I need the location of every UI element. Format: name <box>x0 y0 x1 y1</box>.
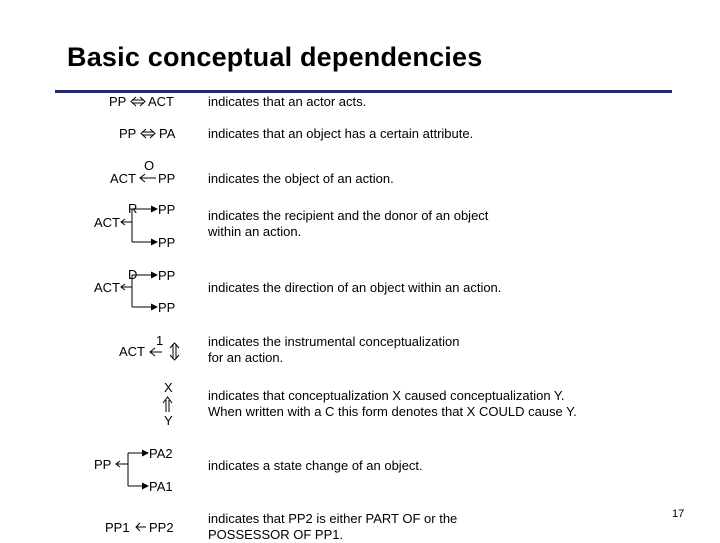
row-9-diagram <box>105 520 174 535</box>
left-arrow-icon <box>136 523 146 531</box>
row-3-diagram <box>110 158 175 186</box>
row-8-diagram <box>94 446 173 494</box>
causal-arrow-icon <box>163 397 172 412</box>
row-2-diagram <box>119 126 176 141</box>
double-arrow-icon <box>131 97 145 106</box>
row-1-left-symbol: PP <box>109 94 127 109</box>
description-line: When written with a C this form denotes that X COULD cause Y. <box>208 404 577 419</box>
description-line: indicates that conceptualization X caused conceptualization Y. <box>208 388 565 403</box>
row-2-description <box>208 126 473 142</box>
row-6-diagram <box>119 333 179 360</box>
row-5-top-symbol: PP <box>158 268 176 283</box>
row-6-left-symbol: ACT <box>119 344 145 359</box>
row-4-top-symbol: PP <box>158 202 176 217</box>
row-9-description <box>208 511 457 543</box>
row-5-diagram <box>94 267 175 315</box>
row-3-description <box>208 171 394 187</box>
row-5-description <box>208 280 501 296</box>
row-6-description <box>208 334 459 366</box>
description-line: indicates the recipient and the donor of an object <box>208 208 489 223</box>
row-9-right-symbol: PP2 <box>149 520 174 535</box>
row-7-bottom-symbol: Y <box>164 413 173 428</box>
slide-title: Basic conceptual dependencies <box>67 42 483 72</box>
row-2-left-symbol: PP <box>119 126 137 141</box>
row-4-description <box>208 208 488 240</box>
row-8-top-symbol: PA2 <box>149 446 173 461</box>
row-4-label: R <box>128 201 138 216</box>
description-line: indicates that an actor acts. <box>208 94 367 109</box>
row-6-label: 1 <box>156 333 164 348</box>
row-5-label: D <box>128 267 138 282</box>
description-line: within an action. <box>208 224 302 239</box>
description-line: indicates the instrumental conceptualization <box>208 334 460 349</box>
row-1-description <box>208 94 366 110</box>
row-8-bottom-symbol: PA1 <box>149 479 173 494</box>
description-line: indicates that PP2 is either PART OF or the <box>208 511 458 526</box>
row-4-bottom-symbol: PP <box>158 235 176 250</box>
row-8-left-symbol: PP <box>94 457 112 472</box>
row-9-left-symbol: PP1 <box>105 520 130 535</box>
row-4-left-symbol: ACT <box>94 215 120 230</box>
slide-number: 17 <box>672 508 685 520</box>
description-line: POSSESSOR OF PP1. <box>208 527 344 542</box>
row-1-right-symbol: ACT <box>148 94 174 109</box>
row-5-left-symbol: ACT <box>94 280 120 295</box>
row-7-top-symbol: X <box>164 380 173 395</box>
row-3-right-symbol: PP <box>158 171 176 186</box>
description-line: indicates the direction of an object within an action. <box>208 280 502 295</box>
row-4-diagram <box>94 201 175 250</box>
row-5-bottom-symbol: PP <box>158 300 176 315</box>
description-line: indicates the object of an action. <box>208 171 394 186</box>
row-1-diagram <box>109 94 174 109</box>
bracket-arrows-icon <box>121 209 157 242</box>
row-3-label: O <box>144 158 155 173</box>
row-7-description <box>208 388 577 420</box>
description-line: for an action. <box>208 350 284 365</box>
row-2-right-symbol: PA <box>159 126 176 141</box>
row-8-description <box>208 458 423 474</box>
bracket-arrows-icon <box>121 275 157 307</box>
description-line: indicates that an object has a certain attribute. <box>208 126 474 141</box>
description-line: indicates a state change of an object. <box>208 458 423 473</box>
left-arrow-icon <box>140 174 156 182</box>
dependency-diagrams <box>80 88 190 540</box>
bracket-arrows-icon <box>116 453 148 486</box>
double-arrow-icon <box>141 129 155 138</box>
row-3-left-symbol: ACT <box>110 171 136 186</box>
row-7-diagram <box>163 380 173 428</box>
instrument-arrow-icon <box>150 343 179 360</box>
